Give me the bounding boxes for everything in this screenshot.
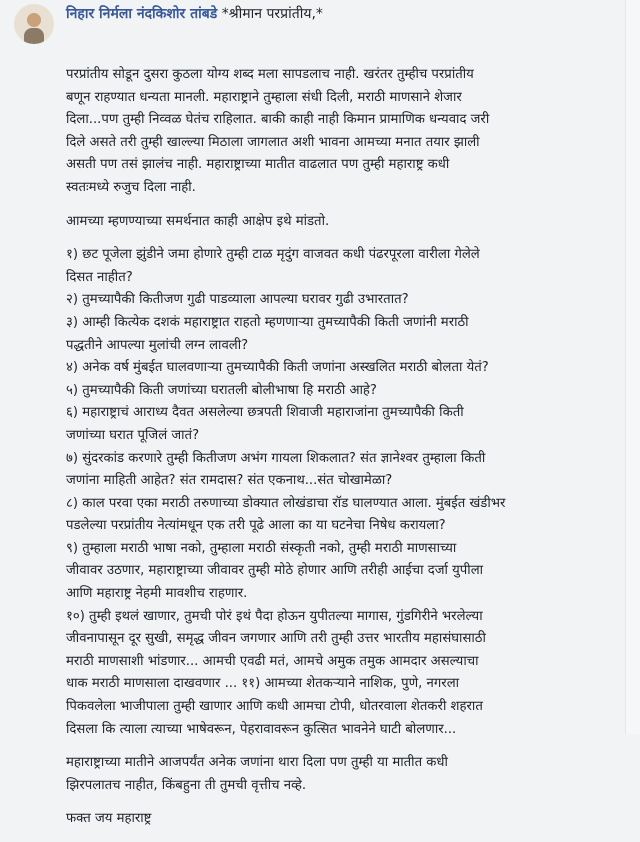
comment-paragraph (66, 752, 626, 797)
text-line: दिला...पण तुम्ही निव्वळ घेतंच राहिलात. बाकी काही नाही किमान प्रामाणिक धन्यवाद जरी (66, 112, 490, 128)
text-line: मराठी माणसाशी भांडणार... आमची एवढी मतं, आमचे अमुक तमुक आमदार असल्याचा (66, 653, 479, 669)
text-line: दिसत नाहीत? (66, 269, 133, 285)
text-line: बणून राहण्यात धन्यता मानली. महाराष्ट्राने तुम्हाला संधी दिली, मराठी माणसाने शेजार (66, 89, 462, 105)
text-line: १०) तुम्ही इथलं खाणार, तुमची पोरं इथं पैदा होऊन युपीतल्या मागास, गुंडगिरीने भरलेल्या (66, 608, 483, 624)
text-line: झिरपलातच नाहीत, किंबहुना ती तुमची वृत्तीच नव्हे. (66, 777, 307, 793)
text-line: महाराष्ट्राच्या मातीने आजपर्यंत अनेक जणांना थारा दिला पण तुम्ही या मातीत कधी (66, 755, 448, 771)
text-line: ३) आम्ही कित्येक दशकं महाराष्ट्रात राहतो म्हणणाऱ्या तुमच्यापैकी किती जणांनी मराठी (66, 314, 469, 330)
text-line: असती पण तसं झालंच नाही. महाराष्ट्राच्या मातीत वाढलात पण तुम्ही महाराष्ट्र कधी (66, 157, 450, 173)
text-line: दिसला कि त्याला त्याच्या भाषेवरून, पेहरावावरून कुत्सित भावनेने घाटी बोलणार... (66, 721, 457, 737)
text-line: पिकवलेला भाजीपाला तुम्ही खाणार आणि कधी आमचा टोपी, धोतरवाला शेतकरी शहरात (66, 699, 483, 715)
text-line: ७) सुंदरकांड करणारे तुम्ही कितीजण अभंग गायला शिकलात? संत ज्ञानेश्वर तुम्हाला किती (66, 450, 486, 466)
text-line: जीवनापासून दूर सुखी, समृद्ध जीवन जगणार आणि तरी तुम्ही उत्तर भारतीय महासंघासाठी (66, 631, 486, 647)
comment-body (66, 64, 626, 842)
text-line: धाक मराठी माणसाला दाखवणार ... ११) आमच्या शेतकऱ्याने नाशिक, पुणे, नगरला (66, 676, 460, 692)
text-line: २) तुमच्यापैकी कितीजण गुढी पाडव्याला आपल्या घरावर गुढी उभारतात? (66, 292, 409, 308)
scrollbar-track[interactable] (625, 0, 640, 734)
text-line: स्वतःमध्ये रुजुच दिला नाही. (66, 179, 196, 195)
text-line: ४) अनेक वर्ष मुंबईत घालवणाऱ्या तुमच्यापैकी किती जणांना अस्खलित मराठी बोलता येतं? (66, 360, 489, 376)
text-line: जणांच्या घरात पूजिलं जातं? (66, 427, 200, 443)
comment-paragraph (66, 808, 626, 831)
text-line: ६) महाराष्ट्राचं आराध्य दैवत असलेल्या छत्रपती शिवाजी महाराजांना तुमच्यापैकी किती (66, 405, 464, 421)
text-line: ९) तुम्हाला मराठी भाषा नको, तुम्हाला मराठी संस्कृती नको, तुम्ही मराठी माणसाच्या (66, 540, 457, 556)
text-line: आणि महाराष्ट्र नेहमी मावशीच राहणार. (66, 586, 248, 602)
comment-header (66, 4, 323, 24)
salutation: *श्रीमान परप्रांतीय,* (221, 6, 323, 22)
text-line: फक्त जय महाराष्ट्र (66, 811, 152, 827)
avatar[interactable] (14, 4, 54, 44)
author-name-link[interactable]: निहार निर्मला नंदकिशोर तांबडे (66, 6, 218, 22)
text-line: परप्रांतीय सोडून दुसरा कुठला योग्य शब्द मला सापडलाच नाही. खरंतर तुम्हीच परप्रांतीय (66, 67, 474, 82)
text-line: जीवावर उठणार, महाराष्ट्राच्या जीवावर तुम्ही मोठे होणार आणि तरीही आईचा दर्जा युपीला (66, 563, 484, 579)
text-line: ८) काल परवा एका मराठी तरुणाच्या डोक्यात लोखंडाचा रॉड घालण्यात आला. मुंबईत खंडीभर (66, 495, 506, 511)
text-line: पडलेल्या परप्रांतीय नेत्यांमधून एक तरी पूढे आला का या घटनेचा निषेध करायला? (66, 518, 446, 534)
comment-paragraph (66, 244, 626, 741)
text-line: पद्धतीने आपल्या मुलांची लग्न लावली? (66, 337, 249, 353)
comment-paragraph (66, 211, 626, 234)
text-line: दिले असते तरी तुम्ही खाल्ल्या मिठाला जागलात अशी भावना आमच्या मनात तयार झाली (66, 134, 480, 150)
text-line: ५) तुमच्यापैकी किती जणांच्या घरातली बोलीभाषा हि मराठी आहे? (66, 382, 377, 398)
text-line: आमच्या म्हणण्याच्या समर्थनात काही आक्षेप इथे मांडतो. (66, 213, 330, 229)
text-line: १) छट पूजेला झुंडीने जमा होणारे तुम्ही टाळ मृदुंग वाजवत कधी पंढरपूरला वारीला गेलेले (66, 247, 480, 263)
comment-paragraph (66, 64, 626, 200)
text-line: जणांना माहिती आहेत? संत रामदास? संत एकनाथ...संत चोखामेळा? (66, 473, 393, 489)
avatar-figure (24, 28, 44, 44)
